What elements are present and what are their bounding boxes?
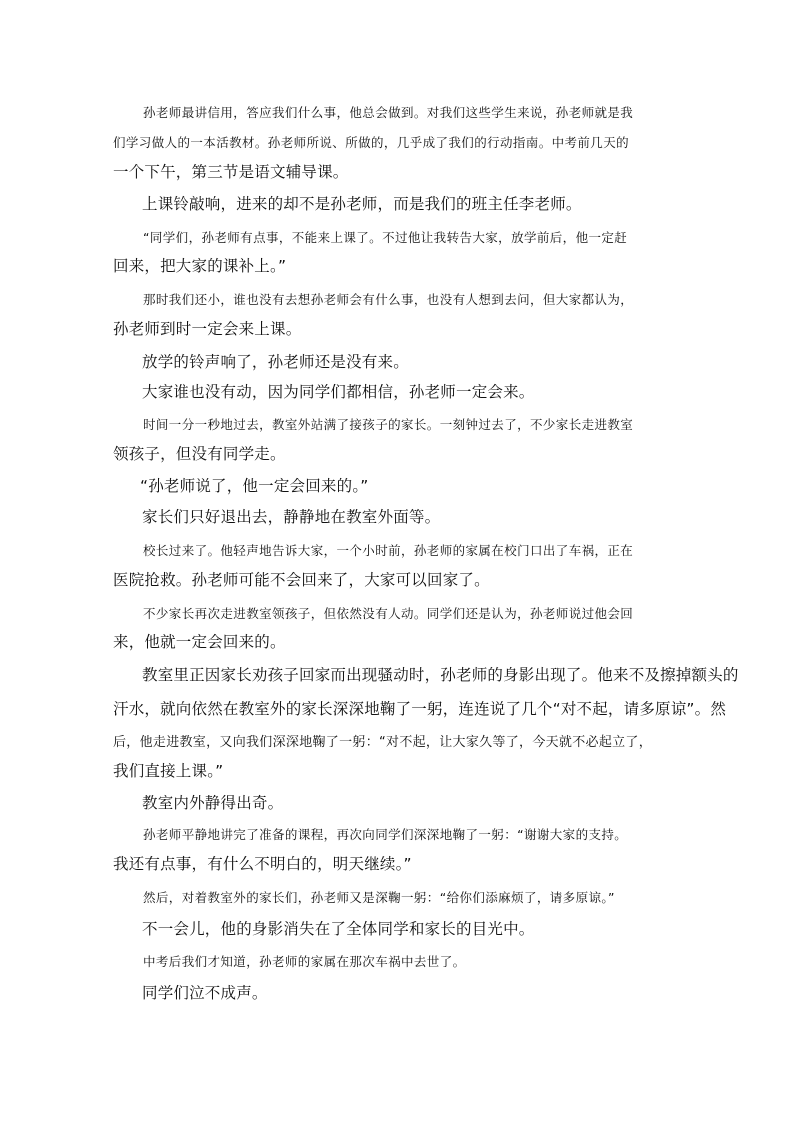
paragraph-6-line-1: 大家谁也没有动，因为同学们都相信，孙老师一定会来。 bbox=[142, 383, 535, 401]
paragraph-18-line-1: 同学们泣不成声。 bbox=[142, 984, 268, 1002]
paragraph-9-line-1: 家长们只好退出去，静静地在教室外面等。 bbox=[142, 508, 441, 526]
paragraph-3-line-2: 回来，把大家的课补上。” bbox=[113, 257, 287, 275]
paragraph-1-line-1: 孙老师最讲信用，答应我们什么事，他总会做到。对我们这些学生来说，孙老师就是我 bbox=[143, 105, 634, 120]
paragraph-5-line-1: 放学的铃声响了，孙老师还是没有来。 bbox=[142, 353, 409, 371]
paragraph-4-line-2: 孙老师到时一定会来上课。 bbox=[113, 320, 302, 338]
paragraph-11-line-2: 来，他就一定会回来的。 bbox=[113, 633, 286, 651]
paragraph-15-line-1: 然后，对着教室外的家长们，孙老师又是深鞠一躬：“给你们添麻烦了，请多原谅。” bbox=[143, 890, 615, 905]
paragraph-12-line-1: 教室里正因家长劝孩子回家而出现骚动时，孙老师的身影出现了。他来不及擦掉额头的 bbox=[142, 666, 739, 684]
paragraph-10-line-1: 校长过来了。他轻声地告诉大家，一个小时前，孙老师的家属在校门口出了车祸，正在 bbox=[143, 543, 634, 558]
paragraph-14-line-2: 我还有点事，有什么不明白的，明天继续。” bbox=[113, 855, 412, 873]
paragraph-17-line-1: 中考后我们才知道，孙老师的家属在那次车祸中去世了。 bbox=[143, 954, 466, 969]
paragraph-12-line-3: 后，他走进教室，又向我们深深地鞠了一躬：“对不起，让大家久等了，今天就不必起立了， bbox=[113, 735, 653, 750]
paragraph-7-line-1: 时间一分一秒地过去，教室外站满了接孩子的家长。一刻钟过去了，不少家长走进教室 bbox=[143, 417, 634, 432]
paragraph-1-line-2: 们学习做人的一本活教材。孙老师所说、所做的，几乎成了我们的行动指南。中考前几天的 bbox=[113, 135, 630, 150]
paragraph-14-line-1: 孙老师平静地讲完了准备的课程，再次向同学们深深地鞠了一躬：“谢谢大家的支持。 bbox=[143, 827, 628, 842]
paragraph-3-line-1: “同学们，孙老师有点事，不能来上课了。不过他让我转告大家，放学前后，他一定赶 bbox=[143, 230, 628, 245]
paragraph-16-line-1: 不一会儿，他的身影消失在了全体同学和家长的目光中。 bbox=[142, 920, 535, 938]
paragraph-7-line-2: 领孩子，但没有同学走。 bbox=[113, 445, 286, 463]
paragraph-11-line-1: 不少家长再次走进教室领孩子，但依然没有人动。同学们还是认为，孙老师说过他会回 bbox=[143, 606, 634, 621]
paragraph-12-line-4: 我们直接上课。” bbox=[113, 762, 224, 780]
paragraph-1-line-3: 一个下午，第三节是语文辅导课。 bbox=[113, 163, 349, 181]
paragraph-8-line-1: “孙老师说了，他一定会回来的。” bbox=[140, 477, 369, 495]
paragraph-12-line-2: 汗水，就向依然在教室外的家长深深地鞠了一躬，连连说了几个“对不起，请多原谅”。然 bbox=[113, 700, 727, 718]
paragraph-10-line-2: 医院抢救。孙老师可能不会回来了，大家可以回家了。 bbox=[113, 571, 490, 589]
paragraph-2-line-1: 上课铃敲响，进来的却不是孙老师，而是我们的班主任李老师。 bbox=[142, 195, 582, 213]
paragraph-13-line-1: 教室内外静得出奇。 bbox=[142, 794, 284, 812]
paragraph-4-line-1: 那时我们还小，谁也没有去想孙老师会有什么事，也没有人想到去问，但大家都认为， bbox=[143, 292, 634, 307]
